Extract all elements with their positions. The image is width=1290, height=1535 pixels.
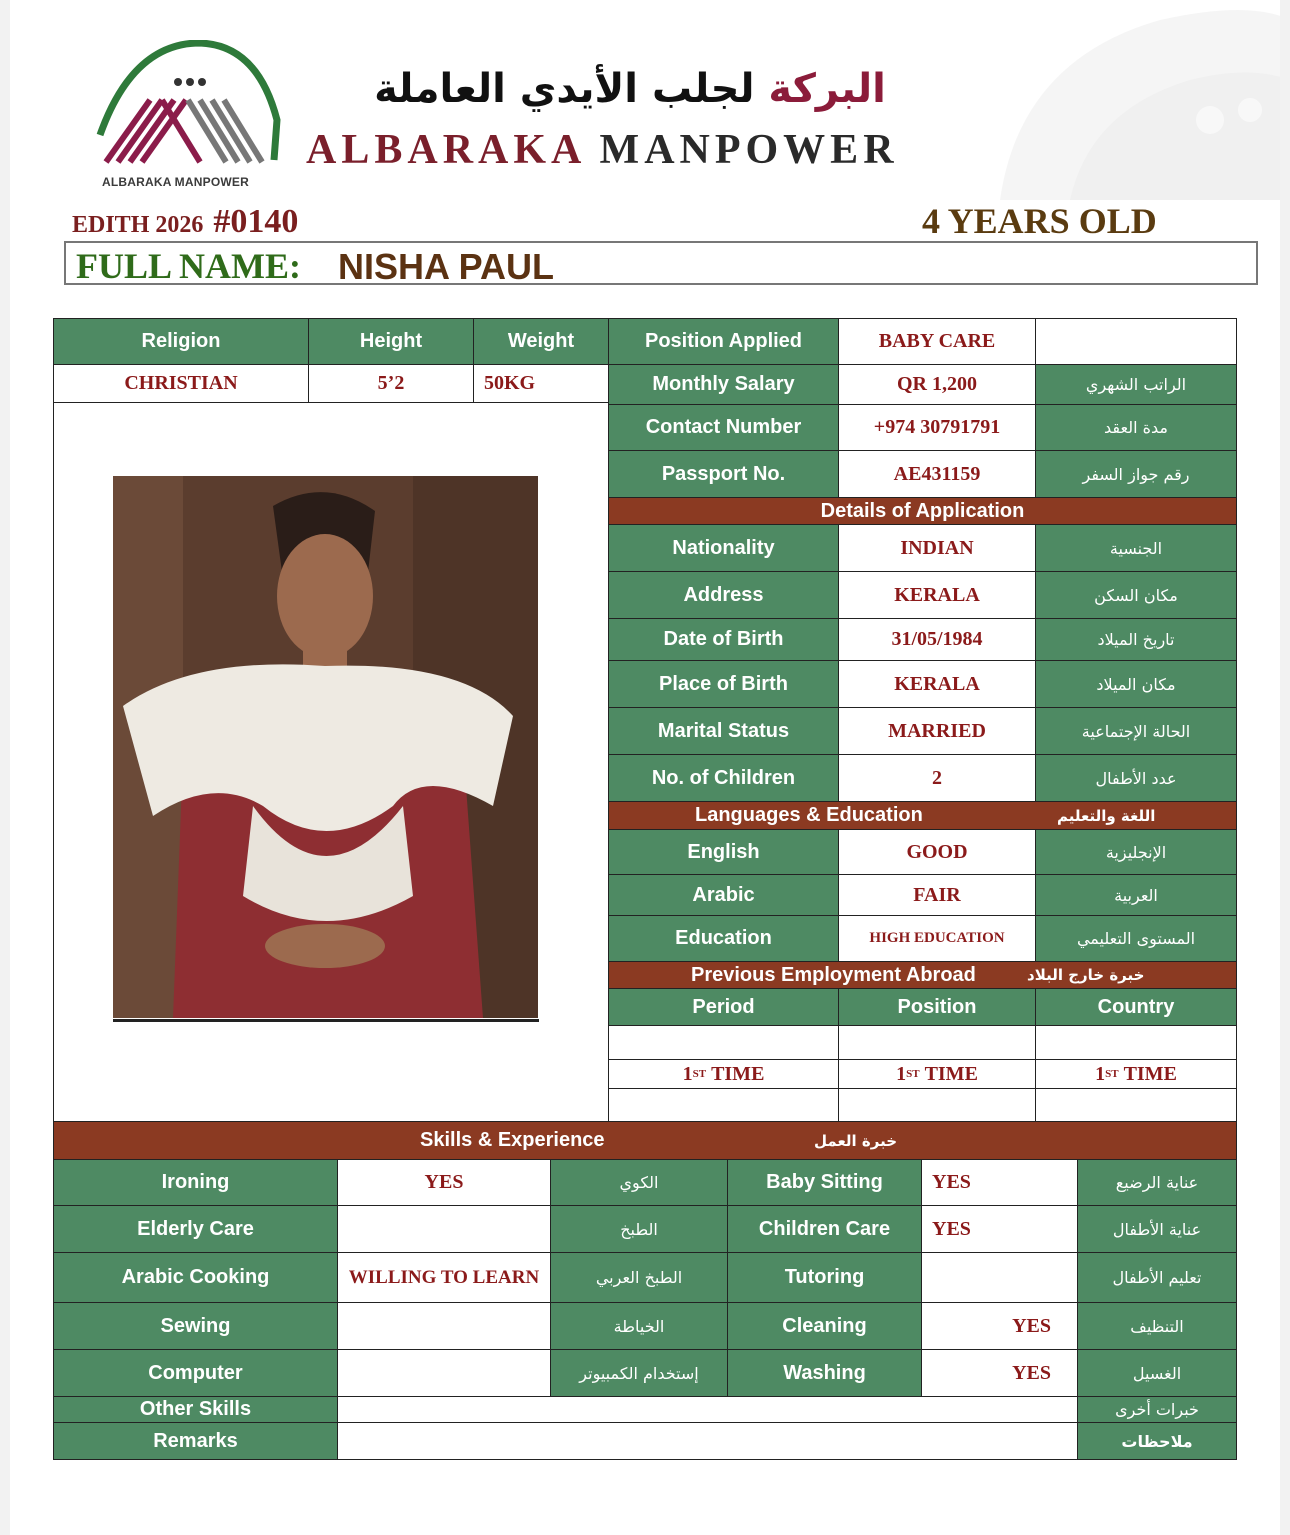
skill-label-arabic: تعليم الأطفال bbox=[1077, 1252, 1237, 1303]
details-label-arabic: عدد الأطفال bbox=[1035, 754, 1237, 802]
info-label: Contact Number bbox=[608, 404, 839, 451]
details-label: No. of Children bbox=[608, 754, 839, 802]
edition-ref bbox=[72, 203, 298, 241]
position-header: Position bbox=[838, 988, 1036, 1026]
weight-header: Weight bbox=[473, 318, 609, 365]
skills-experience-header bbox=[53, 1121, 1237, 1160]
skill-label-arabic: عناية الأطفال bbox=[1077, 1205, 1237, 1253]
skill-value: YES bbox=[337, 1159, 551, 1206]
other-skills-label: Other Skills bbox=[53, 1396, 338, 1423]
skill-value bbox=[337, 1205, 551, 1253]
skill-label-arabic: الكوي bbox=[550, 1159, 728, 1206]
edition: EDITH 2026 bbox=[72, 212, 204, 238]
info-value: QR 1,200 bbox=[838, 364, 1036, 405]
details-label-arabic: مكان الميلاد bbox=[1035, 660, 1237, 708]
company-name-english: ALBARAKA MANPOWER bbox=[306, 127, 899, 173]
skill-value: YES bbox=[921, 1159, 1078, 1206]
skill-label: Arabic Cooking bbox=[53, 1252, 338, 1303]
details-label-arabic: تاريخ الميلاد bbox=[1035, 618, 1237, 661]
prev-employment-cell: 1 ST TIME bbox=[838, 1059, 1036, 1089]
info-label-arabic: رقم جواز السفر bbox=[1035, 450, 1237, 498]
skill-label: Sewing bbox=[53, 1302, 338, 1350]
details-label: Address bbox=[608, 571, 839, 619]
language-label-arabic: المستوى التعليمي bbox=[1035, 915, 1237, 962]
skill-label: Tutoring bbox=[727, 1252, 922, 1303]
skill-label-arabic: إستخدام الكمبيوتر bbox=[550, 1349, 728, 1397]
height-value: 5’2 bbox=[308, 364, 474, 403]
prev-employment-cell: 1 ST TIME bbox=[608, 1059, 839, 1089]
info-value: AE431159 bbox=[838, 450, 1036, 498]
period-header: Period bbox=[608, 988, 839, 1026]
skill-label: Baby Sitting bbox=[727, 1159, 922, 1206]
skill-label-arabic: عناية الرضيع bbox=[1077, 1159, 1237, 1206]
details-value: KERALA bbox=[838, 660, 1036, 708]
skill-value: WILLING TO LEARN bbox=[337, 1252, 551, 1303]
details-label-arabic: الحالة الإجتماعية bbox=[1035, 707, 1237, 755]
details-label: Marital Status bbox=[608, 707, 839, 755]
skill-value bbox=[921, 1252, 1078, 1303]
details-label: Date of Birth bbox=[608, 618, 839, 661]
details-label: Place of Birth bbox=[608, 660, 839, 708]
info-value: +974 30791791 bbox=[838, 404, 1036, 451]
language-label-arabic: الإنجليزية bbox=[1035, 829, 1237, 875]
watermark-graphic bbox=[960, 0, 1280, 200]
applicant-photo bbox=[113, 476, 538, 1018]
prev-employment-empty-cell bbox=[838, 1025, 1036, 1060]
remarks-label: Remarks bbox=[53, 1422, 338, 1460]
language-label: English bbox=[608, 829, 839, 875]
language-label: Education bbox=[608, 915, 839, 962]
country-header: Country bbox=[1035, 988, 1237, 1026]
details-value: 31/05/1984 bbox=[838, 618, 1036, 661]
skill-value: YES bbox=[921, 1205, 1078, 1253]
logo-caption: ALBARAKA MANPOWER bbox=[102, 175, 249, 189]
prev-employment-empty-cell bbox=[608, 1088, 839, 1122]
weight-value: 50KG bbox=[473, 364, 609, 403]
details-value: MARRIED bbox=[838, 707, 1036, 755]
previous-employment-title-arabic: خبرة خارج البلاد bbox=[1027, 966, 1145, 984]
other-skills-label-arabic: خبرات أخرى bbox=[1077, 1396, 1237, 1423]
details-label-arabic: الجنسية bbox=[1035, 524, 1237, 572]
skill-label-arabic: الطبخ bbox=[550, 1205, 728, 1253]
photo-underline bbox=[113, 1019, 539, 1022]
remarks-value bbox=[337, 1422, 1078, 1460]
skills-title-arabic: خبرة العمل bbox=[814, 1131, 898, 1150]
info-value: BABY CARE bbox=[838, 318, 1036, 365]
age: 4 YEARS OLD bbox=[922, 201, 1157, 241]
details-label-arabic: مكان السكن bbox=[1035, 571, 1237, 619]
prev-employment-empty-cell bbox=[1035, 1088, 1237, 1122]
prev-employment-empty-cell bbox=[1035, 1025, 1237, 1060]
company-name-arabic: البركة لجلب الأيدي العاملة bbox=[374, 66, 886, 112]
details-value: INDIAN bbox=[838, 524, 1036, 572]
details-value: 2 bbox=[838, 754, 1036, 802]
languages-education-header bbox=[608, 801, 1237, 830]
skill-label: Computer bbox=[53, 1349, 338, 1397]
prev-employment-empty-cell bbox=[838, 1088, 1036, 1122]
skill-value: YES bbox=[921, 1349, 1078, 1397]
skill-label-arabic: الغسيل bbox=[1077, 1349, 1237, 1397]
info-label: Position Applied bbox=[608, 318, 839, 365]
skill-label: Children Care bbox=[727, 1205, 922, 1253]
skill-label: Elderly Care bbox=[53, 1205, 338, 1253]
language-label-arabic: العربية bbox=[1035, 874, 1237, 916]
language-label: Arabic bbox=[608, 874, 839, 916]
prev-employment-empty-cell bbox=[608, 1025, 839, 1060]
skill-label: Cleaning bbox=[727, 1302, 922, 1350]
skill-label-arabic: التنظيف bbox=[1077, 1302, 1237, 1350]
language-value: FAIR bbox=[838, 874, 1036, 916]
full-name-box bbox=[64, 241, 1258, 285]
skill-label: Washing bbox=[727, 1349, 922, 1397]
skill-label-arabic: الخياطة bbox=[550, 1302, 728, 1350]
details-label: Nationality bbox=[608, 524, 839, 572]
info-label-arabic: الراتب الشهري bbox=[1035, 364, 1237, 405]
language-value: HIGH EDUCATION bbox=[838, 915, 1036, 962]
languages-title: Languages & Education bbox=[695, 804, 923, 826]
full-name-value: NISHA PAUL bbox=[338, 246, 554, 287]
cv-page bbox=[10, 0, 1280, 1535]
skills-title: Skills & Experience bbox=[420, 1129, 605, 1151]
language-value: GOOD bbox=[838, 829, 1036, 875]
info-label: Passport No. bbox=[608, 450, 839, 498]
skill-value bbox=[337, 1302, 551, 1350]
info-label-arabic bbox=[1035, 318, 1237, 365]
ref-number: #0140 bbox=[213, 203, 299, 240]
skill-label: Ironing bbox=[53, 1159, 338, 1206]
details-value: KERALA bbox=[838, 571, 1036, 619]
previous-employment-title: Previous Employment Abroad bbox=[691, 963, 976, 986]
prev-employment-cell: 1 ST TIME bbox=[1035, 1059, 1237, 1089]
info-label-arabic: مدة العقد bbox=[1035, 404, 1237, 451]
previous-employment-header bbox=[608, 961, 1237, 989]
religion-value: CHRISTIAN bbox=[53, 364, 309, 403]
height-header: Height bbox=[308, 318, 474, 365]
company-logo bbox=[92, 40, 282, 190]
languages-title-arabic: اللغة والتعليم bbox=[1057, 806, 1156, 825]
remarks-label-arabic: ملاحظات bbox=[1077, 1422, 1237, 1460]
religion-header: Religion bbox=[53, 318, 309, 365]
skill-label-arabic: الطبخ العربي bbox=[550, 1252, 728, 1303]
other-skills-value bbox=[337, 1396, 1078, 1423]
details-of-application-header: Details of Application bbox=[608, 497, 1237, 525]
info-label: Monthly Salary bbox=[608, 364, 839, 405]
skill-value bbox=[337, 1349, 551, 1397]
full-name-label: FULL NAME: bbox=[76, 246, 301, 286]
skill-value: YES bbox=[921, 1302, 1078, 1350]
